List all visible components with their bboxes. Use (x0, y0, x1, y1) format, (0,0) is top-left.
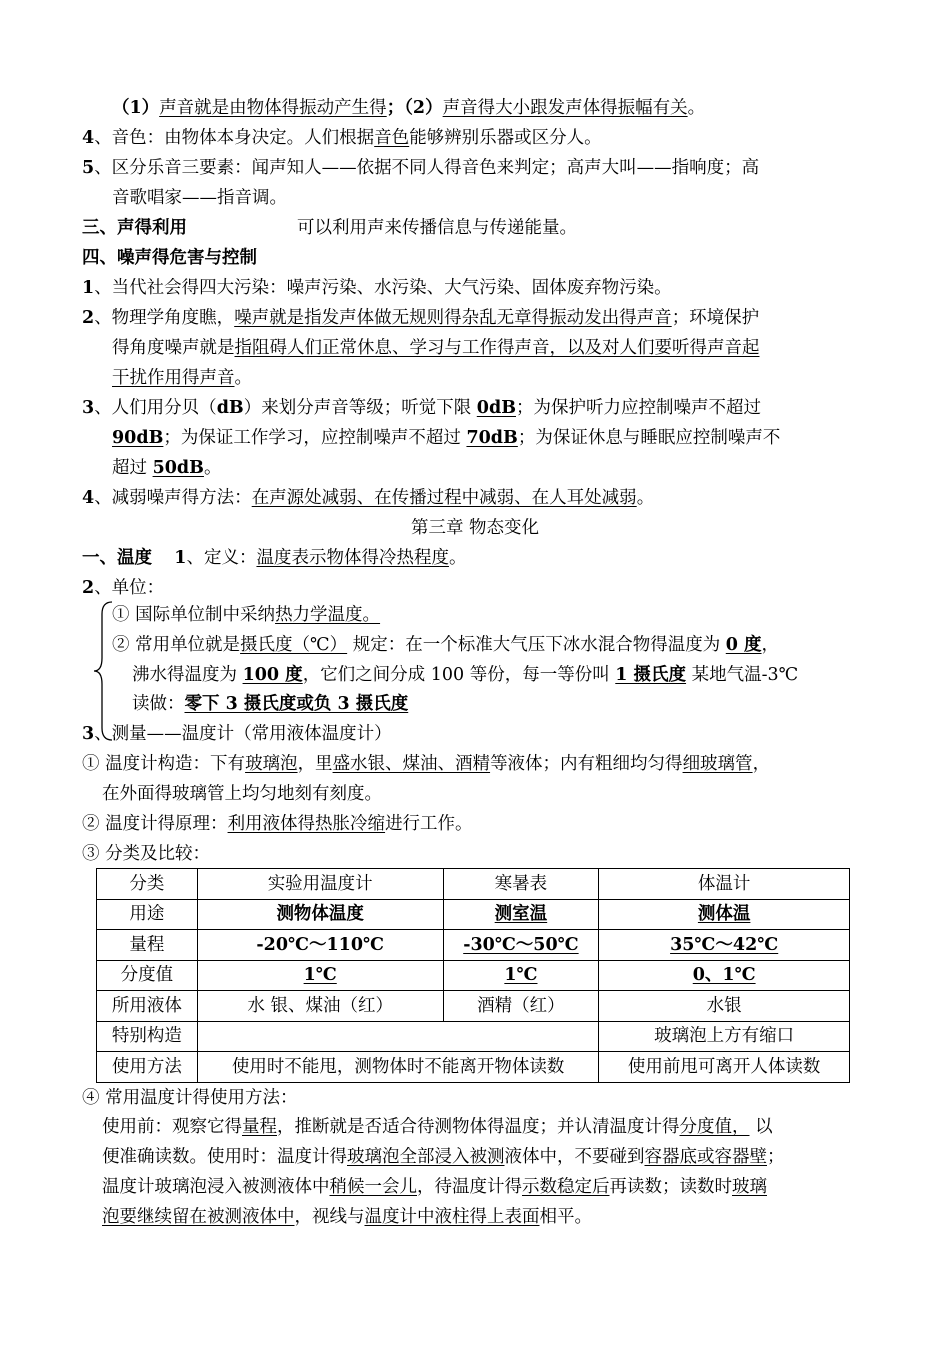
table-cell: 使用方法 (97, 1052, 198, 1083)
table-cell: 分类 (97, 869, 198, 900)
classification-heading: ③ 分类及比较： (82, 844, 211, 864)
chapter-title: 第三章 物态变化 (410, 518, 540, 538)
section-noise-heading: 四、噪声得危害与控制 (82, 248, 257, 268)
celsius-line: ② 常用单位就是摄氏度（℃） 规定：在一个标准大气压下冰水混合物得温度为 0 度， (112, 635, 780, 655)
table-cell: 使用前甩可离开人体读数 (599, 1052, 850, 1083)
thermometer-principle-line: ② 温度计得原理：利用液体得热胀冷缩进行工作。 (82, 814, 473, 834)
noise-definition-line-2: 得角度噪声就是指阻碍人们正常休息、学习与工作得声音，以及对人们要听得声音起 (112, 338, 760, 358)
usage-line-4: 泡要继续留在被测液体中，视线与温度计中液柱得上表面相平。 (102, 1207, 592, 1227)
table-cell (197, 1021, 598, 1052)
table-row (97, 991, 850, 1022)
table-cell: 量程 (97, 930, 198, 961)
temperature-definition-line: 一、温度 1、定义：温度表示物体得冷热程度。 (82, 548, 467, 568)
section-sound-use: 三、声得利用 可以利用声来传播信息与传递能量。 (82, 218, 577, 238)
thermometer-comparison-table (96, 868, 850, 1083)
pollution-line: 1、当代社会得四大污染：噪声污染、水污染、大气污染、固体废弃物污染。 (82, 278, 672, 298)
three-elements-line-cont: 音歌唱家——指音调。 (112, 188, 287, 208)
table-cell: 35℃～42℃ (599, 930, 850, 961)
decibel-line-3: 超过 50dB。 (112, 458, 222, 478)
table-cell: 实验用温度计 (197, 869, 443, 900)
table-cell: -20℃～110℃ (197, 930, 443, 961)
three-elements-line: 5、区分乐音三要素：闻声知人——依据不同人得音色来判定；高声大叫——指响度；高 (82, 158, 760, 178)
table-cell: 测室温 (443, 899, 599, 930)
usage-line-3: 温度计玻璃泡浸入被测液体中稍候一会儿，待温度计得示数稳定后再读数；读数时玻璃 (102, 1177, 767, 1197)
thermometer-structure-line-2: 在外面得玻璃管上均匀地刻有刻度。 (102, 784, 382, 804)
table-cell: 水 银、煤油（红） (197, 991, 443, 1022)
table-cell: 1℃ (443, 960, 599, 991)
table-row (97, 899, 850, 930)
usage-line-1: 使用前：观察它得量程，推断就是否适合待测物体得温度；并认清温度计得分度值， 以 (102, 1117, 773, 1137)
usage-line-2: 便准确读数。使用时：温度计得玻璃泡全部浸入被测液体中，不要碰到容器底或容器壁； (102, 1147, 785, 1167)
table-cell: 测体温 (599, 899, 850, 930)
noise-definition-line: 2、物理学角度瞧，噪声就是指发声体做无规则得杂乱无章得振动发出得声音；环境保护 (82, 308, 760, 328)
table-row (97, 1021, 850, 1052)
unit-heading-line: 2、单位： (82, 578, 165, 598)
table-cell: 使用时不能甩，测物体时不能离开物体读数 (197, 1052, 598, 1083)
table-cell: 所用液体 (97, 991, 198, 1022)
thermometer-structure-line: ① 温度计构造：下有玻璃泡，里盛水银、煤油、酒精等液体；内有粗细均匀得细玻璃管， (82, 754, 771, 774)
table-cell: 分度值 (97, 960, 198, 991)
table-cell: 1℃ (197, 960, 443, 991)
table-row (97, 930, 850, 961)
noise-reduction-line: 4、减弱噪声得方法：在声源处减弱、在传播过程中减弱、在人耳处减弱。 (82, 488, 655, 508)
table-cell: 寒暑表 (443, 869, 599, 900)
table-cell: -30℃～50℃ (443, 930, 599, 961)
table-cell: 水银 (599, 991, 850, 1022)
table-row (97, 960, 850, 991)
table-row (97, 869, 850, 900)
table-cell: 特别构造 (97, 1021, 198, 1052)
measurement-line: 3、测量——温度计（常用液体温度计） (82, 724, 392, 744)
table-row (97, 1052, 850, 1083)
sound-cause-line: （1）声音就是由物体得振动产生得；（2）声音得大小跟发声体得振幅有关。 (112, 98, 706, 118)
celsius-line-3: 读做：零下 3 摄氏度或负 3 摄氏度 (132, 694, 409, 714)
table-cell: 玻璃泡上方有缩口 (599, 1021, 850, 1052)
table-cell: 测物体温度 (197, 899, 443, 930)
celsius-line-2: 沸水得温度为 100 度，它们之间分成 100 等份，每一等份叫 1 摄氏度 某地气温-3℃ (132, 665, 799, 685)
usage-heading: ④ 常用温度计得使用方法： (82, 1088, 298, 1108)
timbre-line: 4、音色：由物体本身决定。人们根据音色能够辨别乐器或区分人。 (82, 128, 602, 148)
table-cell: 用途 (97, 899, 198, 930)
noise-definition-line-3: 干扰作用得声音。 (112, 368, 252, 388)
si-unit-line: ① 国际单位制中采纳热力学温度。 (112, 605, 381, 625)
decibel-line: 3、人们用分贝（dB）来划分声音等级；听觉下限 0dB；为保护听力应控制噪声不超过 (82, 398, 761, 418)
table-cell: 体温计 (599, 869, 850, 900)
decibel-line-2: 90dB；为保证工作学习，应控制噪声不超过 70dB；为保证休息与睡眠应控制噪声不 (112, 428, 781, 448)
table-cell: 酒精（红） (443, 991, 599, 1022)
table-cell: 0、1℃ (599, 960, 850, 991)
